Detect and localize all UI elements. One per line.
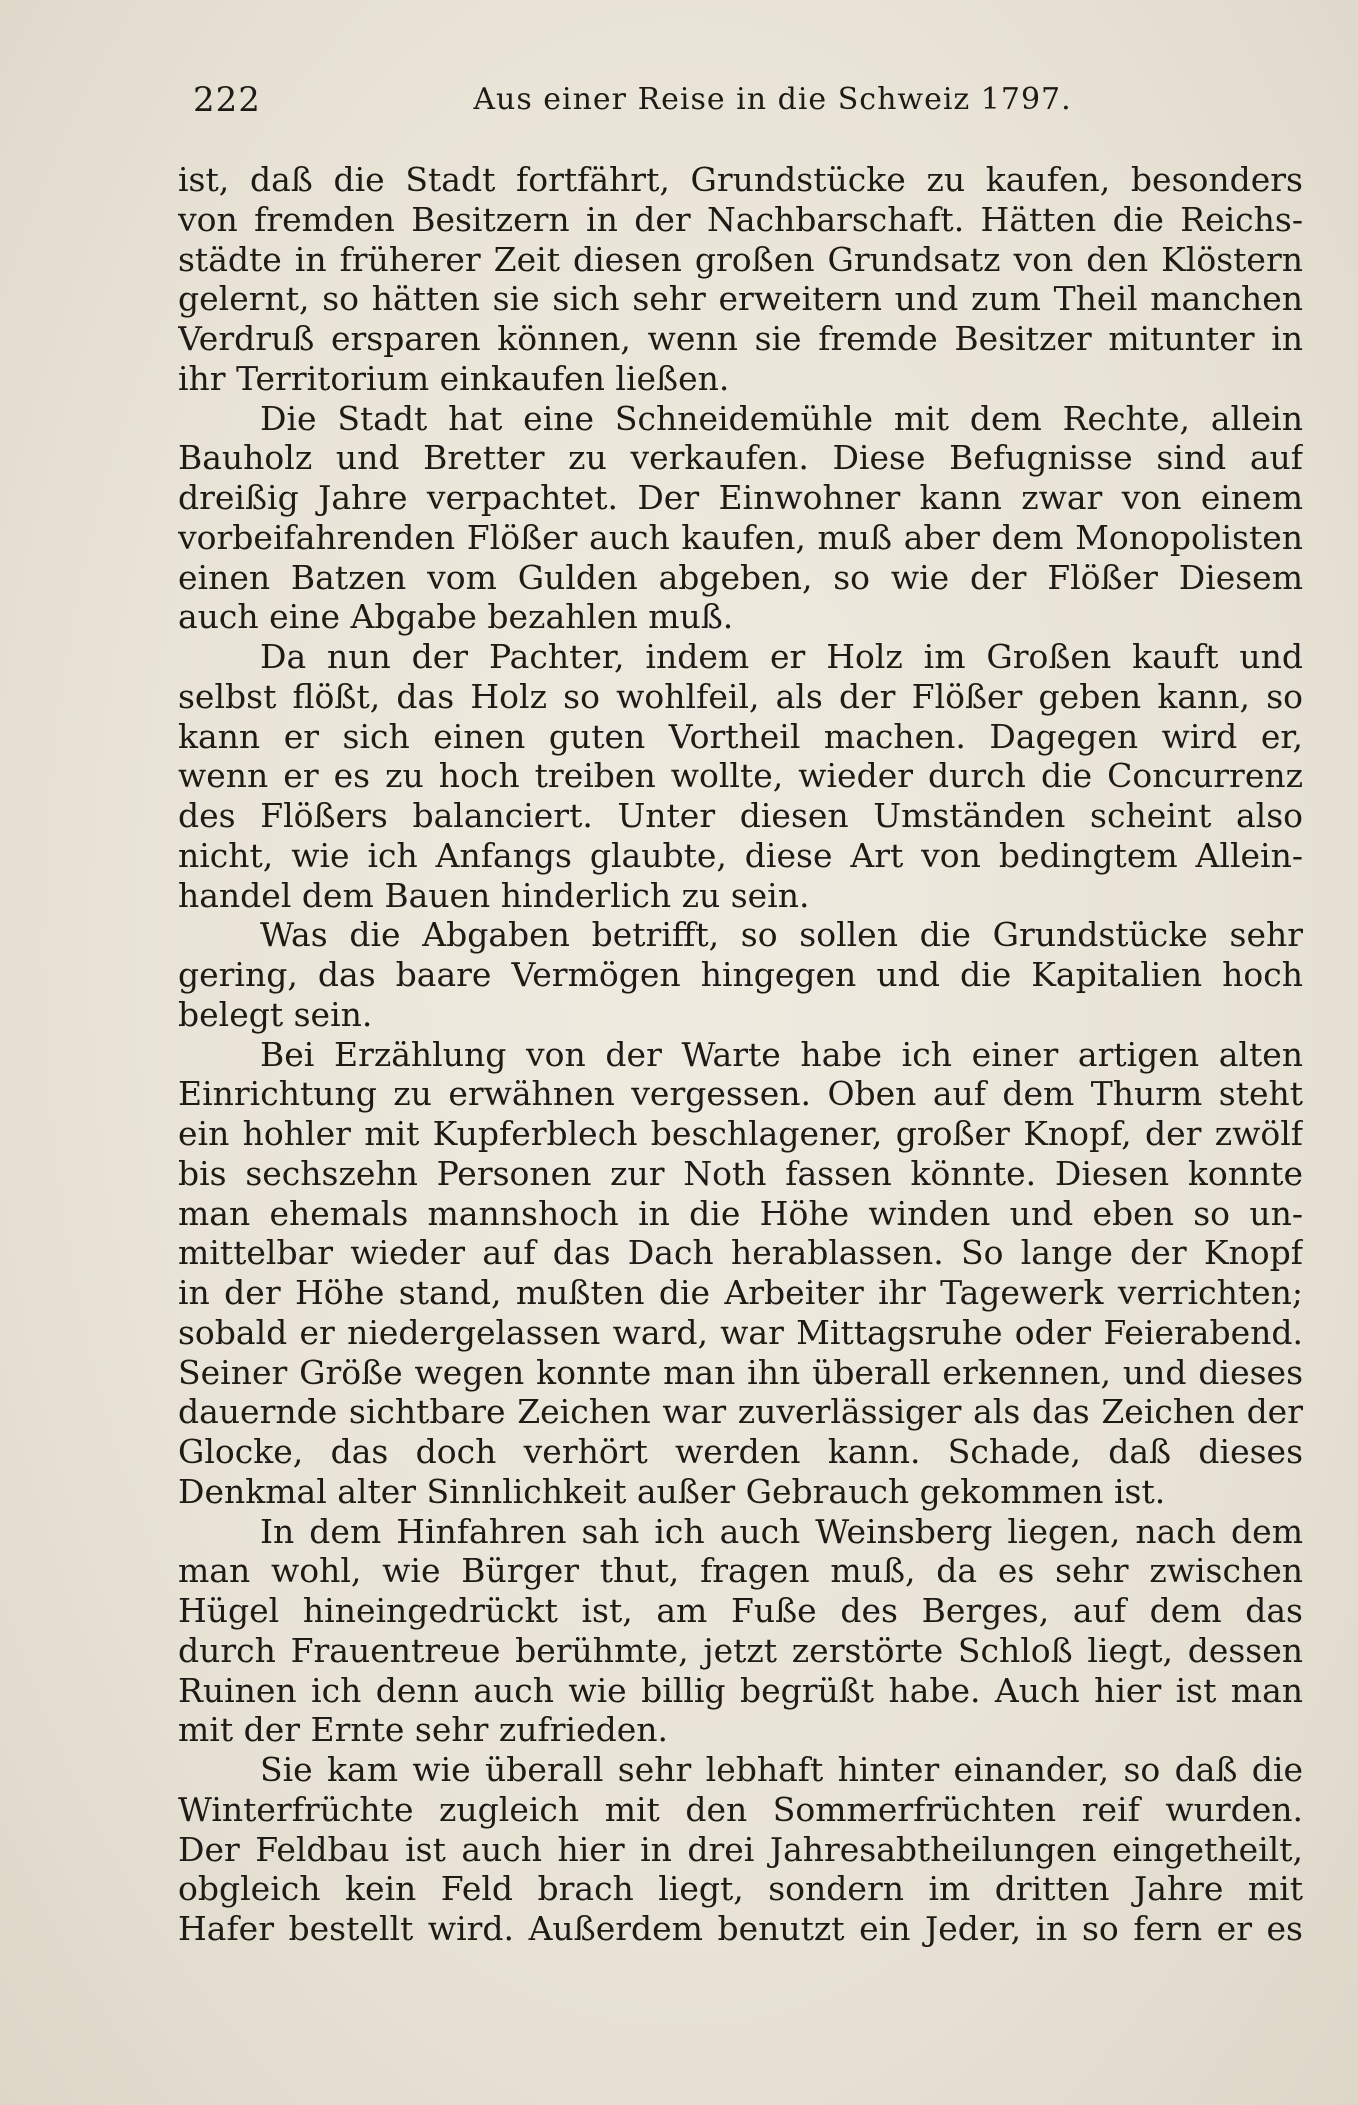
- text-line: Hafer bestellt wird. Außerdem benutzt ein Jeder, in so fern er es: [178, 1909, 1303, 1948]
- text-line: belegt sein.: [178, 994, 373, 1034]
- text-line: nicht, wie ich Anfangs glaubte, diese Art von bedingtem Allein-: [178, 835, 1303, 875]
- text-line: Bauholz und Bretter zu verkaufen. Diese Befugnisse sind auf: [178, 438, 1303, 478]
- text-line: ihr Territorium einkaufen ließen.: [178, 358, 730, 398]
- text-line: Was die Abgaben betrifft, so sollen die Grundstücke sehr: [260, 915, 1303, 955]
- text-line: dreißig Jahre verpachtet. Der Einwohner kann zwar von einem: [178, 478, 1303, 517]
- text-line: sobald er niedergelassen ward, war Mittagsruhe oder Feierabend.: [178, 1312, 1303, 1352]
- text-line: mittelbar wieder auf das Dach herablassen. So lange der Knopf: [178, 1233, 1303, 1273]
- page-header: [185, 80, 1300, 120]
- text-line: Ruinen ich denn auch wie billig begrüßt habe. Auch hier ist man: [178, 1670, 1303, 1710]
- text-line: vorbeifahrenden Flößer auch kaufen, muß aber dem Monopolisten: [178, 517, 1303, 557]
- text-line: man ehemals mannshoch in die Höhe winden und eben so un-: [178, 1193, 1303, 1233]
- text-line: in der Höhe stand, mußten die Arbeiter ihr Tagewerk verrichten;: [178, 1273, 1303, 1312]
- text-line: bis sechszehn Personen zur Noth fassen könnte. Diesen konnte: [178, 1153, 1303, 1193]
- text-line: Denkmal alter Sinnlichkeit außer Gebrauch gekommen ist.: [178, 1471, 1166, 1511]
- text-line: gelernt, so hätten sie sich sehr erweitern und zum Theil manchen: [178, 279, 1303, 319]
- running-title: Aus einer Reise in die Schweiz 1797.: [473, 82, 1072, 117]
- text-line: selbst flößt, das Holz so wohlfeil, als der Flößer geben kann, so: [178, 676, 1303, 716]
- text-line: kann er sich einen guten Vortheil machen. Dagegen wird er,: [178, 716, 1303, 756]
- text-line: mit der Ernte sehr zufrieden.: [178, 1710, 669, 1750]
- text-line: Da nun der Pachter, indem er Holz im Großen kauft und: [260, 637, 1303, 676]
- text-line: In dem Hinfahren sah ich auch Weinsberg liegen, nach dem: [260, 1511, 1303, 1551]
- text-line: von fremden Besitzern in der Nachbarschaft. Hätten die Reichs-: [178, 199, 1303, 239]
- text-line: städte in früherer Zeit diesen großen Grundsatz von den Klöstern: [178, 239, 1303, 279]
- text-line: ein hohler mit Kupferblech beschlagener, großer Knopf, der zwölf: [178, 1114, 1303, 1153]
- text-line: obgleich kein Feld brach liegt, sondern im dritten Jahre mit: [178, 1869, 1303, 1909]
- text-line: Der Feldbau ist auch hier in drei Jahresabtheilungen eingetheilt,: [178, 1829, 1303, 1869]
- text-line: Hügel hineingedrückt ist, am Fuße des Berges, auf dem das: [178, 1591, 1303, 1630]
- text-line: dauernde sichtbare Zeichen war zuverlässiger als das Zeichen der: [178, 1392, 1303, 1432]
- text-line: Winterfrüchte zugleich mit den Sommerfrüchten reif wurden.: [178, 1789, 1303, 1829]
- text-line: gering, das baare Vermögen hingegen und die Kapitalien hoch: [178, 955, 1303, 994]
- text-line: Seiner Größe wegen konnte man ihn überall erkennen, und dieses: [178, 1352, 1303, 1392]
- text-line: Sie kam wie überall sehr lebhaft hinter einander, so daß die: [260, 1750, 1303, 1789]
- text-line: des Flößers balanciert. Unter diesen Umständen scheint also: [178, 796, 1303, 835]
- text-line: Bei Erzählung von der Warte habe ich einer artigen alten: [260, 1034, 1303, 1074]
- body-text: [178, 160, 1303, 1949]
- text-line: Verdruß ersparen können, wenn sie fremde Besitzer mitunter in: [178, 319, 1303, 358]
- text-line: durch Frauentreue berühmte, jetzt zerstörte Schloß liegt, dessen: [178, 1630, 1303, 1670]
- text-line: auch eine Abgabe bezahlen muß.: [178, 597, 734, 637]
- text-line: Einrichtung zu erwähnen vergessen. Oben auf dem Thurm steht: [178, 1074, 1303, 1114]
- text-line: wenn er es zu hoch treiben wollte, wieder durch die Concurrenz: [178, 756, 1303, 796]
- text-line: ist, daß die Stadt fortfährt, Grundstücke zu kaufen, besonders: [178, 160, 1303, 199]
- text-line: Glocke, das doch verhört werden kann. Schade, daß dieses: [178, 1432, 1303, 1471]
- text-line: man wohl, wie Bürger thut, fragen muß, da es sehr zwischen: [178, 1551, 1303, 1591]
- text-line: Die Stadt hat eine Schneidemühle mit dem Rechte, allein: [260, 398, 1303, 438]
- text-line: einen Batzen vom Gulden abgeben, so wie der Flößer Diesem: [178, 557, 1303, 597]
- text-line: handel dem Bauen hinderlich zu sein.: [178, 875, 810, 915]
- page-number: 222: [193, 80, 261, 120]
